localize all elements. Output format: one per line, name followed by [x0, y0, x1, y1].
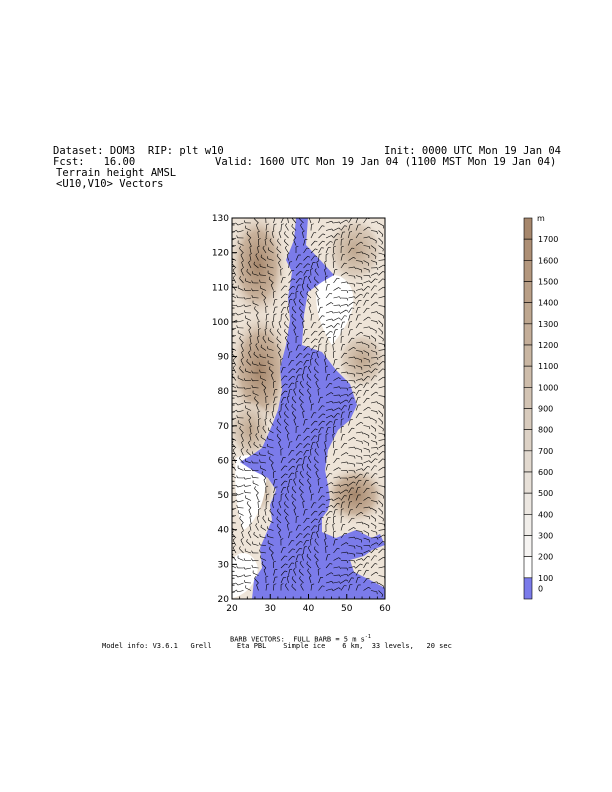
y-tick-label: 50 — [217, 491, 229, 502]
x-tick-label: 30 — [264, 604, 276, 614]
valid-time-label: Valid: 1600 UTC Mon 19 Jan 04 (1100 MST Mon 19 Jan 04) — [215, 156, 557, 168]
colorbar-swatch — [524, 303, 532, 324]
colorbar-label: 600 — [538, 468, 554, 477]
wind-barb-flag — [229, 583, 231, 585]
y-tick-label: 120 — [211, 248, 229, 259]
colorbar-swatch — [524, 557, 532, 578]
dataset-label: Dataset: DOM3 RIP: plt w10 — [53, 145, 224, 157]
wind-barb-flag — [229, 430, 230, 432]
terrain-hill-west-upper — [228, 210, 288, 320]
colorbar-label: 1600 — [538, 256, 559, 266]
wind-barb-flag — [266, 216, 268, 217]
colorbar-swatch — [524, 324, 532, 345]
colorbar-label: 800 — [538, 425, 554, 435]
colorbar-label: 0 — [538, 584, 544, 594]
colorbar-label: 200 — [538, 552, 554, 562]
colorbar-swatch — [524, 218, 532, 239]
colorbar-label: 300 — [538, 531, 554, 541]
wind-barb-flag — [229, 340, 230, 342]
wind-barb-flag — [229, 483, 230, 485]
colorbar-swatch — [524, 578, 532, 599]
field-terrain-label: Terrain height AMSL — [56, 167, 177, 179]
colorbar-label: 1100 — [538, 362, 559, 372]
wind-barb-flag — [229, 250, 230, 252]
wind-barb-flag — [229, 322, 231, 324]
colorbar-swatch — [524, 409, 532, 430]
wind-barb-flag — [229, 335, 231, 337]
x-tick-label: 20 — [226, 604, 238, 614]
colorbar-swatch — [524, 451, 532, 472]
barb-legend-text: BARB VECTORS: FULL BARB = 5 m s — [230, 635, 365, 644]
colorbar-label: 1700 — [538, 235, 559, 245]
x-tick-label: 40 — [302, 604, 315, 614]
wind-barb-flag — [229, 592, 231, 594]
init-time-label: Init: 0000 UTC Mon 19 Jan 04 — [384, 145, 562, 157]
colorbar-swatch — [524, 366, 532, 387]
wind-barb-flag — [229, 312, 230, 314]
wind-barb-flag — [229, 239, 231, 241]
colorbar-swatch — [524, 345, 532, 366]
y-tick-label: 100 — [211, 317, 229, 328]
wind-barb-flag — [229, 412, 231, 414]
colorbar-unit-label: m — [537, 214, 545, 223]
y-tick-label: 30 — [217, 560, 229, 571]
wind-barb-flag — [309, 216, 311, 218]
y-tick-label: 60 — [217, 456, 229, 467]
y-tick-label: 70 — [217, 421, 229, 432]
colorbar-swatch — [524, 260, 532, 281]
terrain-hill-southeast — [323, 465, 387, 525]
wind-barb-flag — [229, 245, 231, 247]
field-vectors-label: <U10,V10> Vectors — [56, 178, 164, 190]
colorbar-label: 1000 — [538, 383, 559, 393]
wind-barb-flag — [229, 302, 230, 304]
wind-barb-flag — [229, 419, 231, 421]
wind-barb-flag — [229, 329, 231, 331]
wind-barb-flag — [229, 403, 230, 405]
colorbar-label: 500 — [538, 489, 554, 499]
y-tick-label: 40 — [217, 525, 229, 536]
x-tick-label: 60 — [379, 604, 391, 614]
colorbar-swatch — [524, 387, 532, 408]
colorbar-label: 700 — [538, 446, 554, 456]
colorbar-swatch — [524, 493, 532, 514]
colorbar-swatch — [524, 514, 532, 535]
y-tick-label: 90 — [217, 352, 229, 363]
x-tick-label: 50 — [341, 604, 353, 614]
wind-barb-flag — [287, 216, 289, 217]
wind-barb-flag — [229, 232, 231, 234]
forecast-hour-label: Fcst: 16.00 — [53, 156, 136, 168]
wind-barb-flag — [229, 520, 230, 522]
colorbar-label: 400 — [538, 510, 554, 520]
colorbar-swatch — [524, 282, 532, 303]
colorbar-label: 1400 — [538, 298, 559, 308]
wind-barb-flag — [229, 509, 231, 511]
wind-barb-flag — [229, 392, 230, 394]
colorbar-label: 900 — [538, 404, 554, 414]
colorbar-swatch — [524, 239, 532, 260]
terrain-colorbar — [524, 218, 558, 599]
colorbar-label: 1300 — [538, 319, 559, 329]
y-tick-label: 80 — [217, 387, 229, 398]
wind-barb-flag — [229, 515, 231, 517]
y-tick-label: 130 — [211, 214, 229, 224]
wind-barb-flag — [229, 502, 231, 504]
wind-barb-flag — [229, 573, 230, 575]
colorbar-swatch — [524, 536, 532, 557]
model-info: Model info: V3.6.1 Grell Eta PBL Simple ice 6 km, 33 levels, 20 sec — [102, 642, 452, 650]
colorbar-label: 1200 — [538, 341, 559, 350]
barb-legend-unit-exponent: -1 — [364, 634, 371, 640]
y-tick-label: 20 — [217, 595, 229, 605]
y-tick-label: 110 — [211, 283, 229, 294]
colorbar-swatch — [524, 430, 532, 451]
colorbar-label: 100 — [538, 573, 554, 583]
colorbar-label: 1500 — [538, 277, 559, 287]
colorbar-swatch — [524, 472, 532, 493]
